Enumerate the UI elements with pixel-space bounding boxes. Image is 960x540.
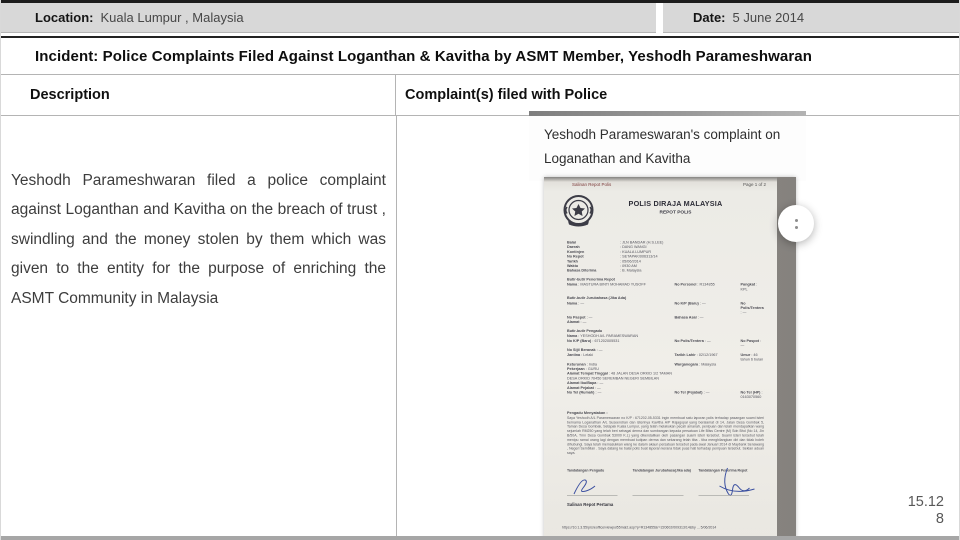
- report-field-row: No Tel (Rumah) : — No Tel (Pejabat) : — No Tel (HP): 0163070560: [567, 390, 777, 399]
- field-label: Bahasa Diterima: [567, 268, 597, 273]
- incident-title: Incident: Police Complaints Filed Against Loganthan & Kavitha by ASMT Member, Yeshodh Parameshwaran: [35, 47, 812, 65]
- report-field-row: Nama : — No K/P (Baru) : — No Polis/Tentera: —: [567, 301, 777, 315]
- report-field-row: Alamat Tempat Tinggal : 48 JALAN DESA ORKID 1/2 TAMAN DESA ORKID 70450 SEREMBAN NEGERI SEMBILAN: [567, 371, 777, 380]
- report-field-row: No Paspot : — Bahasa Asal : —: [567, 315, 777, 320]
- report-field-row: Nama : MASTURA BINTI MOHAMAD YUSOFF No Personel : R134855 Pangkat: KPL: [567, 282, 777, 291]
- signature-label: Tandatangan Penerima Repot: [698, 469, 748, 473]
- page-number-top: 15.12: [907, 494, 944, 510]
- attachment-caption-box: [529, 111, 806, 181]
- interpreter-rows: [544, 301, 777, 325]
- statement-text: Saya Yeshodh A/L Parameswaran no K/P : 671202-05-5331 ingin membuat satu laporan polis terhadap pasangan suami isteri bernama Loganathan A/L Suseendran dan isterinya Kavitha A/P Rajagopal yang beralamat di 14, Jalan Desa Gombak 5, Taman Desa Gombak, Setapak Kuala Lumpur, yang telah melakukan pecah amanah, penipuan dan telah mendapatkan wang sejumlah RM250 yang telah beri sebagai derma dan sumbangan kepada persatuan Life Bliss Centre (M) Sdn Bhd (No 14, Jln B/50A, Tmn Desa Gombak 53000 K.L) yang dikendalikan oleh pasangan suami isteri tersebut. Suami isteri tersebut telah menipu ramai orang lagi dengan membuat kutipan derma dan sekarang telah tiba - tiba menghilangkan diri dan tidak boleh dihubungi. Saya telah memasukkan wang ke dalam akaun persatuan tersebut pada awal Januari 2014 di Maybank Senawang , Negeri Sembilan . Saya datang ke balai polis buat laporan kerana tidak puas hati terhadap penipuan tersebut. Sekian aduan saya.: [567, 416, 764, 456]
- page-number: [908, 494, 944, 528]
- report-field-row: No Sijil Beranak : —: [567, 348, 777, 353]
- receiver-section-heading: Butir-butir Penerima Repot: [567, 276, 615, 282]
- column-divider: [396, 116, 397, 536]
- complainant-rows: [544, 334, 777, 400]
- signature-interpreter: [633, 469, 699, 501]
- location-field: [1, 3, 656, 33]
- signature-label: Tandatangan Pengadu: [567, 469, 605, 473]
- report-url-footer: https://10.1.3.55/prs/eoffice/viewpol55mal2.asp?p=R134855&r=220602/009313/14&by ... 5/06/2014: [562, 526, 717, 530]
- report-field-row: No K/P (Baru) : 671202005531 No Polis/Tentera : — No Paspot: —: [567, 338, 777, 347]
- page-number-bottom: 8: [935, 511, 944, 527]
- field-label: Tarikh: [567, 258, 578, 264]
- signature-label: Tandatangan Jurubahasa(Jika ada): [632, 469, 691, 473]
- signature-receiver: [698, 469, 764, 501]
- field-value: : 0930 AM: [620, 264, 637, 269]
- field-value: : SETAPAK/006313/14: [620, 254, 658, 259]
- signature-row: [567, 469, 764, 501]
- report-copy-footer: Salinan Repot Pertama: [567, 502, 614, 508]
- field-label: Waktu: [567, 263, 579, 269]
- field-value: : 05/06/2014: [620, 259, 641, 264]
- report-page-label: Page 1 of 2: [742, 182, 766, 187]
- interpreter-section-heading: Butir-butir Jurubahasa (Jika Ada): [567, 295, 627, 301]
- location-value: Kuala Lumpur , Malaysia: [100, 10, 244, 25]
- date-label: Date:: [693, 10, 726, 25]
- report-field-row: Jantina : Lelaki Tarikh Lahir : 02/12/1967 Umur : 46 tahun 6 bulan: [567, 352, 777, 361]
- receiver-rows: [544, 282, 777, 291]
- report-header: [544, 177, 777, 187]
- report-field-row: Keturunan : India Warganegara : Malaysia: [567, 362, 777, 367]
- field-value: : DANG WANGI: [620, 245, 647, 250]
- report-field-row: Alamat : —: [567, 320, 777, 325]
- handle-dot: [795, 219, 798, 222]
- description-column-header: Description: [1, 75, 396, 115]
- complaints-column-header: Complaint(s) filed with Police: [405, 87, 608, 103]
- incident-row: [1, 36, 959, 74]
- report-copy-label: Salinan Repot Polis: [572, 182, 612, 187]
- complainant-signature-ink: [570, 475, 605, 497]
- date-field: [663, 3, 959, 33]
- signature-line: [567, 495, 618, 496]
- field-label: Daerah: [567, 244, 580, 250]
- signature-line: [633, 495, 684, 496]
- police-crest-icon: [561, 193, 596, 230]
- handle-dot: [795, 226, 798, 229]
- field-label: Kontinjen: [567, 249, 585, 254]
- table-header-row: [1, 74, 959, 116]
- police-report-content: [544, 177, 777, 540]
- bottom-edge-bar: [1, 536, 959, 540]
- signature-complainant: [567, 469, 633, 501]
- attachment-caption: Yeshodh Parameswaran's complaint on Loganathan and Kavitha: [544, 127, 781, 166]
- meta-bar-divider: [656, 3, 663, 33]
- field-value: : KUALA LUMPUR: [620, 249, 651, 254]
- more-handle-bubble[interactable]: [778, 205, 814, 242]
- report-field-row: Nama : YESHODH A/L PARAMESWARAN: [567, 334, 777, 339]
- report-force-name: POLIS DIRAJA MALAYSIA: [628, 200, 723, 208]
- complainant-section-heading: Butir-butir Pengadu: [567, 328, 603, 333]
- meta-bar: [1, 0, 959, 33]
- location-label: Location:: [35, 10, 94, 25]
- signature-line: [698, 495, 749, 496]
- report-type: REPOT POLIS: [659, 209, 692, 215]
- field-value: : JLN BANDAR (H.S.LEE): [620, 240, 663, 245]
- statement-heading: Pengadu Menyatakan :: [567, 410, 608, 415]
- description-text: Yeshodh Parameshwaran filed a police complaint against Loganthan and Kavitha on the breach of trust , swindling and the money stolen by them which was given to the entity for the purpose of enriching the ASMT Community in Malaysia: [11, 171, 386, 307]
- report-field-row: Alamat Ibu/Bapa : —: [567, 381, 777, 386]
- date-value: 5 June 2014: [732, 10, 805, 25]
- report-field-row: [567, 268, 777, 273]
- police-report-photo: [544, 177, 796, 540]
- report-field-row: Alamat Pejabat : —: [567, 385, 777, 390]
- field-label: No Repot: [567, 254, 584, 259]
- field-label: Balai: [567, 240, 576, 245]
- report-field-row: Pekerjaan : GURU: [567, 367, 777, 372]
- station-fields: [567, 240, 777, 273]
- field-value: : B. Malaysia: [620, 268, 641, 273]
